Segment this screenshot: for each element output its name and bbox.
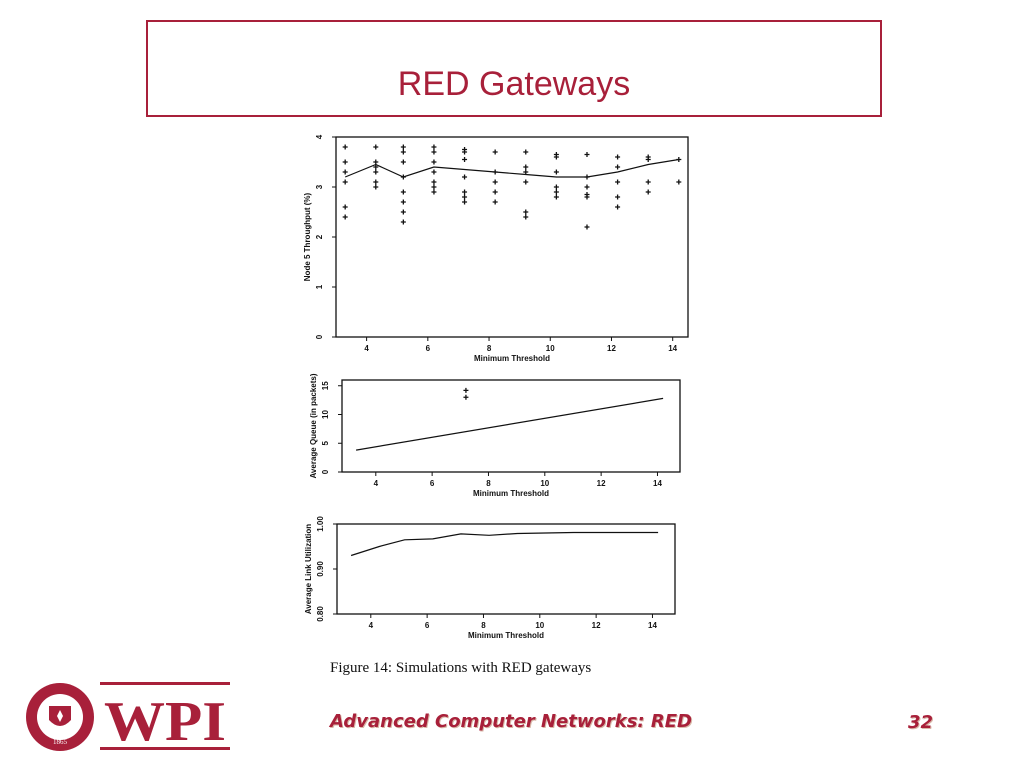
data-point	[343, 205, 348, 210]
y-tick-label: 0	[321, 469, 330, 475]
data-point	[615, 165, 620, 170]
logo-wordmark: WPI	[104, 691, 226, 753]
y-tick-label: 3	[315, 184, 324, 190]
data-point	[401, 200, 406, 205]
figure-caption: Figure 14: Simulations with RED gateways	[330, 660, 592, 676]
data-point	[373, 180, 378, 185]
data-point	[615, 180, 620, 185]
data-point	[373, 185, 378, 190]
x-tick-label: 6	[429, 479, 435, 488]
data-point	[401, 210, 406, 215]
page-number: 32	[908, 712, 934, 733]
y-tick-label: 2	[315, 234, 324, 240]
data-point	[462, 150, 467, 155]
y-tick-label: 15	[321, 381, 330, 391]
data-point	[462, 190, 467, 195]
data-point	[523, 150, 528, 155]
data-point	[462, 157, 467, 162]
data-point	[373, 145, 378, 150]
x-tick-label: 12	[591, 621, 601, 630]
data-point	[431, 190, 436, 195]
data-point	[431, 160, 436, 165]
data-point	[401, 160, 406, 165]
data-point	[431, 150, 436, 155]
y-axis-label: Average Queue (in packets)	[309, 373, 318, 479]
data-point	[493, 190, 498, 195]
data-point	[523, 215, 528, 220]
logo-top-rule	[100, 682, 230, 685]
data-point	[584, 195, 589, 200]
data-point	[523, 180, 528, 185]
x-axis-label: Minimum Threshold	[474, 354, 550, 363]
x-tick-label: 10	[545, 344, 555, 353]
x-axis-label: Minimum Threshold	[473, 489, 549, 498]
data-point	[343, 160, 348, 165]
x-tick-label: 6	[425, 344, 431, 353]
x-tick-label: 8	[486, 479, 491, 488]
y-tick-label: 1	[315, 284, 324, 290]
data-point	[343, 145, 348, 150]
data-point	[554, 185, 559, 190]
x-tick-label: 12	[607, 344, 616, 353]
y-tick-label: 0.90	[316, 561, 325, 577]
data-point	[462, 175, 467, 180]
data-point	[343, 180, 348, 185]
data-point	[554, 155, 559, 160]
data-point	[554, 190, 559, 195]
data-point	[343, 170, 348, 175]
data-point	[615, 205, 620, 210]
series-line	[356, 398, 663, 450]
y-tick-label: 0.80	[316, 606, 325, 622]
data-point	[431, 185, 436, 190]
x-tick-label: 4	[368, 621, 374, 630]
data-point	[523, 210, 528, 215]
series-line	[345, 160, 679, 178]
data-point	[584, 185, 589, 190]
data-point	[676, 180, 681, 185]
data-point	[462, 195, 467, 200]
data-point	[462, 200, 467, 205]
y-tick-label: 4	[315, 134, 324, 140]
series-line	[351, 533, 658, 556]
slide-title: RED Gateways	[397, 65, 631, 103]
data-point	[401, 150, 406, 155]
y-tick-label: 5	[321, 441, 330, 446]
x-tick-label: 14	[668, 344, 678, 353]
data-point	[401, 145, 406, 150]
data-point	[493, 150, 498, 155]
data-point	[584, 152, 589, 157]
data-point	[493, 180, 498, 185]
x-tick-label: 4	[373, 479, 379, 488]
x-tick-label: 14	[653, 479, 662, 488]
x-tick-label: 10	[535, 621, 545, 630]
x-tick-label: 8	[486, 344, 492, 353]
x-axis-label: Minimum Threshold	[468, 631, 544, 640]
y-tick-label: 1.00	[316, 516, 325, 532]
data-point	[646, 180, 651, 185]
plot-frame	[342, 380, 680, 472]
x-tick-label: 6	[424, 621, 430, 630]
data-point	[463, 395, 468, 400]
data-point	[554, 195, 559, 200]
data-point	[584, 225, 589, 230]
y-tick-label: 0	[315, 334, 324, 340]
data-point	[401, 190, 406, 195]
data-point	[431, 170, 436, 175]
plot-frame	[337, 524, 675, 614]
data-point	[646, 157, 651, 162]
data-point	[373, 160, 378, 165]
y-axis-label: Node 5 Throughput (%)	[303, 192, 312, 282]
data-point	[373, 170, 378, 175]
plot-frame	[336, 137, 688, 337]
wpi-logo	[22, 680, 232, 754]
data-point	[463, 388, 468, 393]
data-point	[343, 215, 348, 220]
x-tick-label: 14	[648, 621, 657, 630]
data-point	[401, 220, 406, 225]
data-point	[615, 155, 620, 160]
x-tick-label: 12	[596, 479, 606, 488]
footer-course-title: Advanced Computer Networks: RED	[330, 711, 692, 732]
y-axis-label: Average Link Utilization	[304, 523, 313, 615]
data-point	[431, 180, 436, 185]
data-point	[523, 165, 528, 170]
seal-year: 1865	[53, 738, 67, 746]
data-point	[646, 190, 651, 195]
data-point	[523, 170, 528, 175]
x-tick-label: 8	[481, 621, 486, 630]
data-point	[615, 195, 620, 200]
x-tick-label: 10	[540, 479, 550, 488]
x-tick-label: 4	[364, 344, 369, 353]
y-tick-label: 10	[321, 410, 330, 419]
data-point	[554, 170, 559, 175]
data-point	[431, 145, 436, 150]
data-point	[493, 200, 498, 205]
